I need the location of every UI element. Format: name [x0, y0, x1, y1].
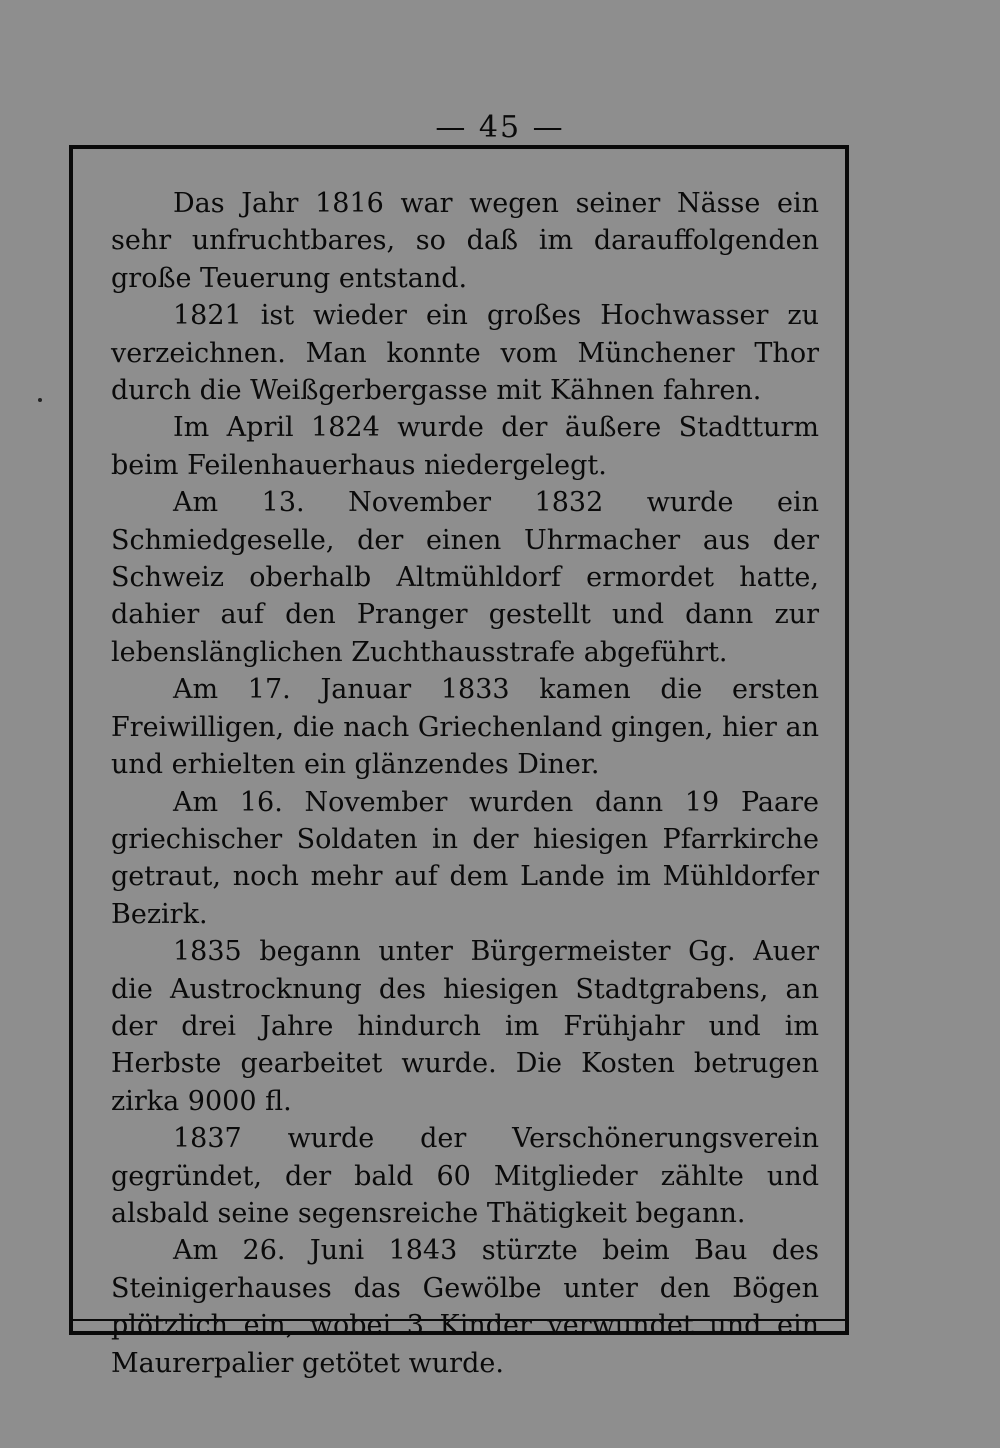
paragraph: 1837 wurde der Verschönerungsverein gegründet, der bald 60 Mitglieder zählte und alsbald seine segensreiche Thätigkeit begann. [111, 1123, 819, 1229]
frame-bottom-rule [73, 1319, 845, 1321]
paragraph: 1821 ist wieder ein großes Hochwasser zu verzeichnen. Man konnte vom Münchener Thor durch die Weißgerbergasse mit Kähnen fahren. [111, 300, 819, 407]
page-number: — 45 — [435, 110, 565, 145]
paragraph: Am 26. Juni 1843 stürzte beim Bau des Steinigerhauses das Gewölbe unter den Bögen plötzlich ein, wobei 3 Kinder verwundet und ein Maurerpalier getötet wurde. [111, 1235, 819, 1379]
paragraph: Im April 1824 wurde der äußere Stadtturm beim Feilenhauerhaus niedergelegt. [111, 412, 819, 481]
body-text [111, 185, 819, 1382]
paragraph: Am 16. November wurden dann 19 Paare griechischer Soldaten in der hiesigen Pfarrkirche getraut, noch mehr auf dem Lande im Mühldorfer Bezirk. [111, 786, 819, 930]
paragraph: Das Jahr 1816 war wegen seiner Nässe ein sehr unfruchtbares, so daß im darauffolgenden große Teuerung entstand. [111, 188, 819, 294]
text-frame [69, 145, 849, 1379]
scan-speck [38, 398, 42, 402]
paragraph: Am 17. Januar 1833 kamen die ersten Freiwilligen, die nach Griechenland gingen, hier an und erhielten ein glänzendes Diner. [111, 674, 819, 781]
paragraph: Am 13. November 1832 wurde ein Schmiedgeselle, der einen Uhrmacher aus der Schweiz oberhalb Altmühldorf ermordet hatte, dahier auf den Pranger gestellt und dann zur lebenslänglichen Zuchthausstrafe abgeführt. [111, 487, 819, 668]
paragraph: 1835 begann unter Bürgermeister Gg. Auer die Austrocknung des hiesigen Stadtgrabens, an der drei Jahre hindurch im Frühjahr und im Herbste gearbeitet wurde. Die Kosten betrugen zirka 9000 fl. [111, 936, 819, 1117]
